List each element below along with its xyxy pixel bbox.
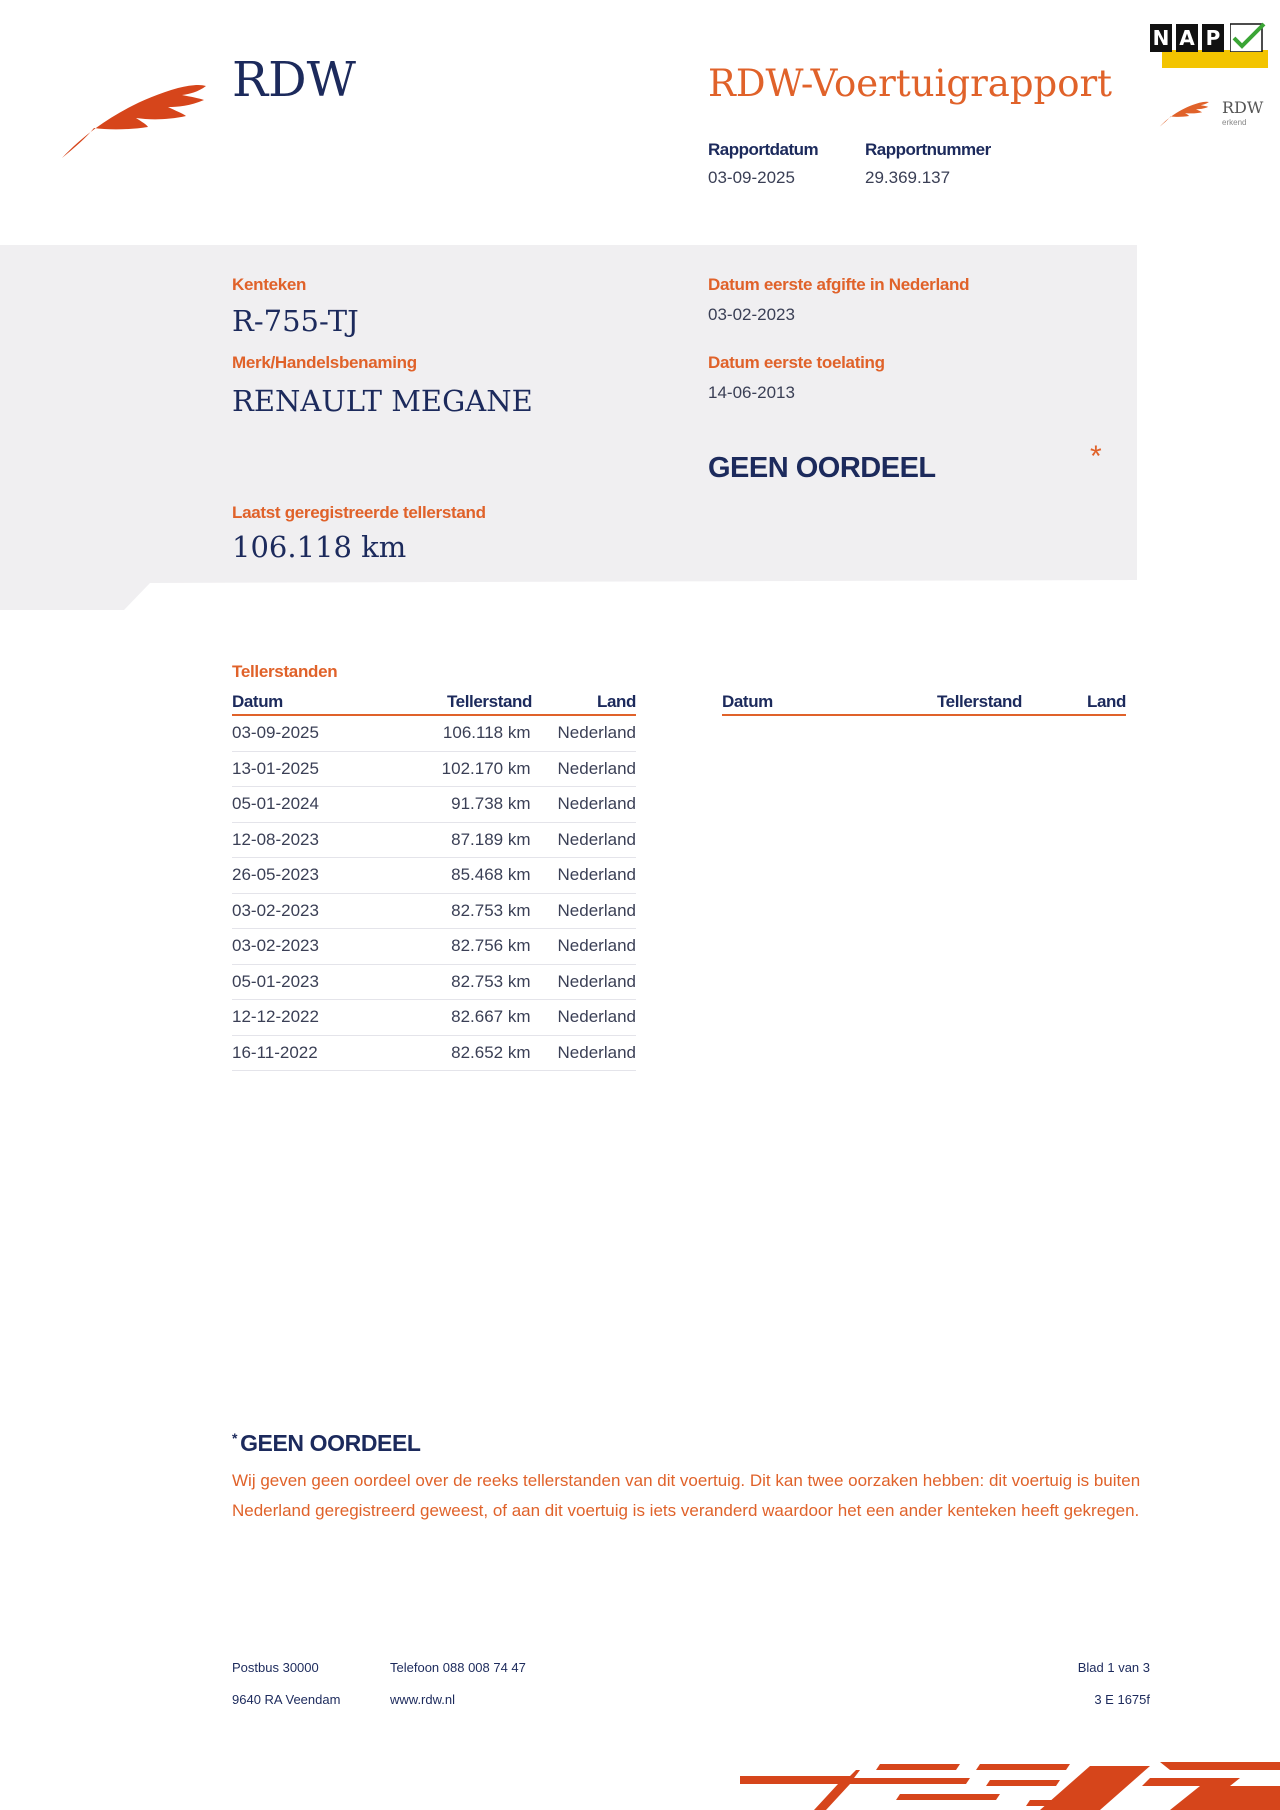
report-date-value: 03-09-2025 — [708, 168, 795, 187]
footer-page-number: Blad 1 van 3 — [1077, 1660, 1150, 1675]
table-row — [232, 823, 636, 859]
col-land: Land — [596, 692, 636, 711]
row-country: Nederland — [557, 794, 636, 814]
row-date: 05-01-2023 — [232, 971, 319, 991]
table-row — [232, 716, 636, 752]
col-datum: Datum — [232, 692, 283, 711]
row-reading: 82.756 km — [451, 936, 531, 956]
footer-postbus: Postbus 30000 — [232, 1660, 319, 1675]
nap-badge-bar — [1162, 50, 1268, 68]
first-admission-value: 14-06-2013 — [708, 383, 795, 402]
report-number-value: 29.369.137 — [865, 168, 951, 187]
brand-name: RDW — [232, 52, 356, 108]
row-date: 03-02-2023 — [232, 936, 319, 956]
row-country: Nederland — [557, 1042, 636, 1062]
row-reading: 82.753 km — [451, 900, 531, 920]
check-icon — [1230, 22, 1266, 52]
nap-letter-a: A — [1176, 24, 1198, 52]
verdict-asterisk: * — [1090, 440, 1102, 473]
row-country: Nederland — [557, 1007, 636, 1027]
row-date: 12-12-2022 — [232, 1007, 319, 1027]
odometer-section-title: Tellerstanden — [232, 662, 338, 681]
table-row — [232, 894, 636, 930]
row-country: Nederland — [557, 829, 636, 849]
row-reading: 106.118 km — [442, 723, 531, 743]
row-date: 12-08-2023 — [232, 829, 319, 849]
first-registration-nl-label: Datum eerste afgifte in Nederland — [708, 275, 970, 294]
merk-value: RENAULT MEGANE — [232, 384, 533, 418]
row-date: 13-01-2025 — [232, 758, 319, 778]
footer-website-link[interactable]: www.rdw.nl — [390, 1692, 456, 1707]
note-title — [232, 1430, 421, 1457]
merk-label: Merk/Handelsbenaming — [232, 353, 417, 372]
col-land-right: Land — [1086, 692, 1126, 711]
table-row — [232, 752, 636, 788]
odometer-table-continued — [722, 690, 1126, 716]
row-country: Nederland — [557, 865, 636, 885]
row-reading: 82.667 km — [451, 1007, 531, 1027]
table-row — [232, 1000, 636, 1036]
table-row — [232, 858, 636, 894]
col-tellerstand-right: Tellerstand — [936, 692, 1022, 711]
verdict: GEEN OORDEEL — [708, 452, 936, 484]
table-row — [232, 787, 636, 823]
footer-code: 3 E 1675f — [1094, 1692, 1150, 1707]
report-number-label: Rapportnummer — [865, 140, 991, 159]
table-row — [232, 1036, 636, 1072]
odometer-table-header-right — [722, 690, 1126, 716]
footer-telefoon: Telefoon 088 008 74 47 — [390, 1660, 526, 1675]
row-date: 03-02-2023 — [232, 900, 319, 920]
row-reading: 91.738 km — [451, 794, 531, 814]
erkend-sub: erkend — [1222, 118, 1247, 127]
col-datum-right: Datum — [722, 692, 773, 711]
first-admission-label: Datum eerste toelating — [708, 353, 885, 372]
rdw-feather-logo — [58, 80, 208, 162]
note-star: * — [232, 1430, 238, 1446]
row-country: Nederland — [557, 971, 636, 991]
row-country: Nederland — [557, 758, 636, 778]
row-date: 26-05-2023 — [232, 865, 319, 885]
note-text: Wij geven geen oordeel over de reeks tellerstanden van dit voertuig. Dit kan twee oorzaken hebben: dit voertuig is buiten Nederland geregistreerd geweest, of aan dit voertuig is iets veranderd waardoor het een ander kenteken heeft gekregen. — [232, 1471, 1141, 1520]
col-tellerstand: Tellerstand — [446, 692, 532, 711]
footer-city: 9640 RA Veendam — [232, 1692, 341, 1707]
row-country: Nederland — [557, 936, 636, 956]
vehicle-info-panel — [0, 245, 1137, 610]
last-odometer-label: Laatst geregistreerde tellerstand — [232, 503, 486, 522]
nap-letter-n: N — [1150, 24, 1172, 52]
row-reading: 82.652 km — [451, 1042, 531, 1062]
row-date: 03-09-2025 — [232, 723, 319, 743]
odometer-table-header — [232, 690, 636, 716]
rdw-erkend-logo — [1156, 96, 1266, 132]
row-reading: 82.753 km — [451, 971, 531, 991]
first-registration-nl-value: 03-02-2023 — [708, 305, 795, 324]
row-date: 16-11-2022 — [232, 1042, 318, 1062]
footer-stripes-decoration — [730, 1756, 1280, 1810]
note-title-text: GEEN OORDEEL — [240, 1430, 421, 1456]
table-row — [232, 929, 636, 965]
kenteken-label: Kenteken — [232, 275, 307, 294]
nap-letter-p: P — [1202, 24, 1224, 52]
row-date: 05-01-2024 — [232, 794, 319, 814]
report-date-label: Rapportdatum — [708, 140, 819, 159]
row-reading: 85.468 km — [451, 865, 531, 885]
last-odometer-value: 106.118 km — [232, 530, 407, 564]
row-country: Nederland — [557, 900, 636, 920]
odometer-table — [232, 690, 636, 1071]
row-reading: 87.189 km — [451, 829, 531, 849]
report-title: RDW-Voertuigrapport — [708, 62, 1113, 105]
nap-badge — [1150, 22, 1268, 68]
kenteken-value: R-755-TJ — [232, 304, 359, 338]
row-reading: 102.170 km — [441, 758, 531, 778]
rdw-feather-small-icon — [1156, 100, 1212, 128]
row-country: Nederland — [557, 723, 636, 743]
table-row — [232, 965, 636, 1001]
erkend-brand: RDW — [1222, 98, 1264, 117]
